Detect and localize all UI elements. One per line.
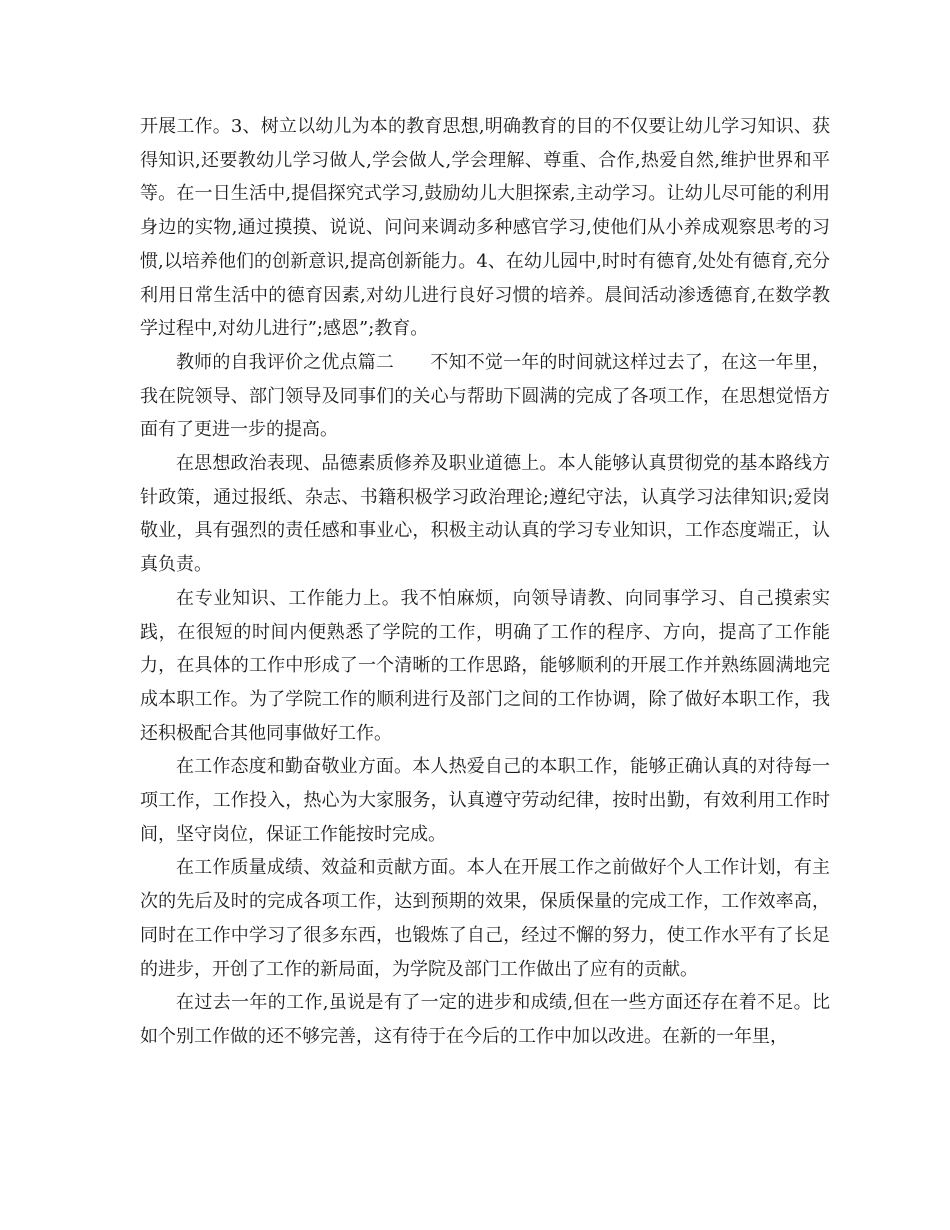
document-body [140,110,830,1054]
paragraph-3: 在思想政治表现、品德素质修养及职业道德上。本人能够认真贯彻党的基本路线方针政策，通过报纸、杂志、书籍积极学习政治理论;遵纪守法，认真学习法律知识;爱岗敬业，具有强烈的责任感和事业心，积极主动认真的学习专业知识，工作态度端正，认真负责。 [140,453,830,576]
paragraph-5: 在工作态度和勤奋敬业方面。本人热爱自己的本职工作，能够正确认真的对待每一项工作，工作投入，热心为大家服务，认真遵守劳动纪律，按时出勤，有效利用工作时间，坚守岗位，保证工作能按时完成。 [140,756,830,845]
paragraph-7: 在过去一年的工作,虽说是有了一定的进步和成绩,但在一些方面还存在着不足。比如个别工作做的还不够完善，这有待于在今后的工作中加以改进。在新的一年里， [140,992,830,1047]
paragraph-2: 教师的自我评价之优点篇二 不知不觉一年的时间就这样过去了，在这一年里，我在院领导、部门领导及同事们的关心与帮助下圆满的完成了各项工作，在思想觉悟方面有了更进一步的提高。 [140,351,830,441]
paragraph-4: 在专业知识、工作能力上。我不怕麻烦，向领导请教、向同事学习、自己摸索实践，在很短的时间内便熟悉了学院的工作，明确了工作的程序、方向，提高了工作能力，在具体的工作中形成了一个清晰的工作思路，能够顺利的开展工作并熟练圆满地完成本职工作。为了学院工作的顺利进行及部门之间的工作协调，除了做好本职工作，我还积极配合其他同事做好工作。 [140,587,830,744]
paragraph-6: 在工作质量成绩、效益和贡献方面。本人在开展工作之前做好个人工作计划，有主次的先后及时的完成各项工作，达到预期的效果，保质保量的完成工作，工作效率高，同时在工作中学习了很多东西，也锻炼了自己，经过不懈的努力，使工作水平有了长足的进步，开创了工作的新局面，为学院及部门工作做出了应有的贡献。 [140,857,830,980]
paragraph-1: 开展工作。3、树立以幼儿为本的教育思想,明确教育的目的不仅要让幼儿学习知识、获得知识,还要教幼儿学习做人,学会做人,学会理解、尊重、合作,热爱自然,维护世界和平等。在一日生活中,提倡探究式学习,鼓励幼儿大胆探索,主动学习。让幼儿尽可能的利用身边的实物,通过摸摸、说说、问问来调动多种感官学习,使他们从小养成观察思考的习惯,以培养他们的创新意识,提高创新能力。4、在幼儿园中,时时有德育,处处有德育,充分利用日常生活中的德育因素,对幼儿进行良好习惯的培养。晨间活动渗透德育,在数学教学过程中,对幼儿进行”;感恩”;教育。 [140,116,830,340]
